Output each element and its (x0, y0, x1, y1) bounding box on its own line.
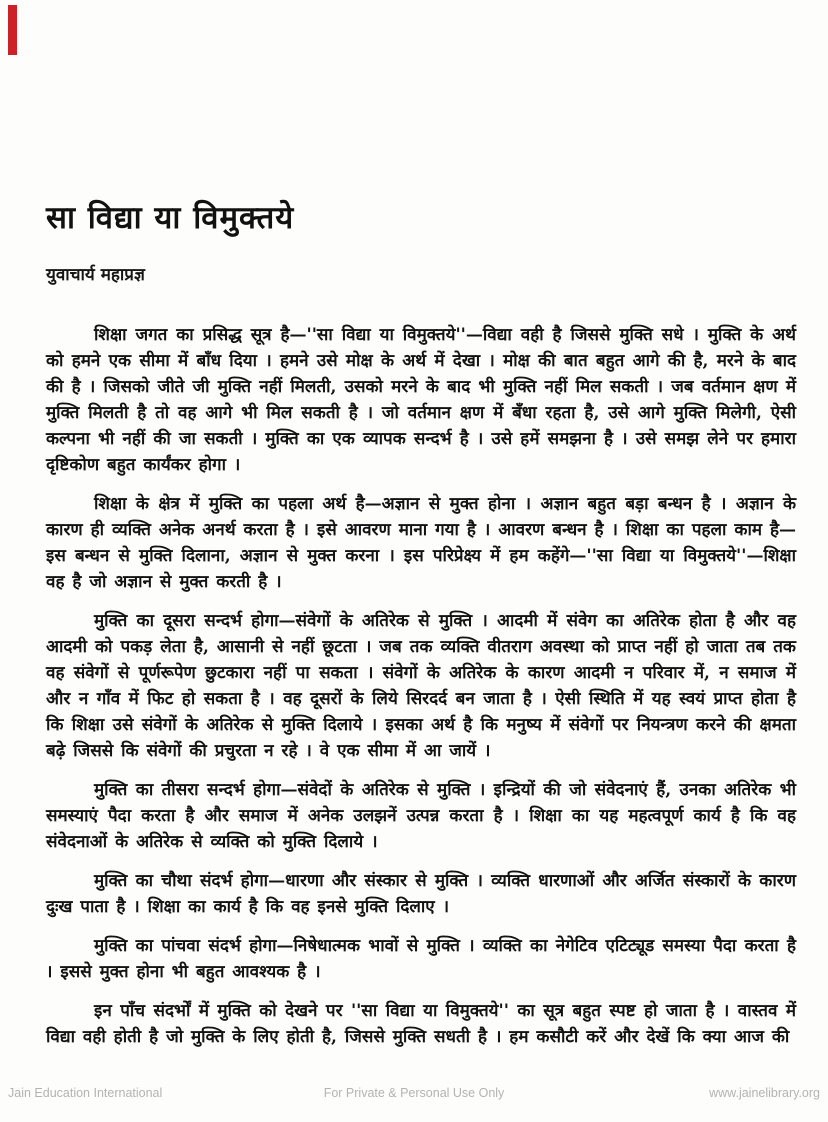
page-footer (0, 1086, 828, 1106)
article-body (46, 322, 796, 1063)
paragraph-5: मुक्ति का चौथा संदर्भ होगा—धारणा और संस्कार से मुक्ति । व्यक्ति धारणाओं और अर्जित संस्कारों के कारण दुःख पाता है । शिक्षा का कार्य है कि वह इनसे मुक्ति दिलाए । (46, 871, 796, 917)
paragraph-2: शिक्षा के क्षेत्र में मुक्ति का पहला अर्थ है—अज्ञान से मुक्त होना । अज्ञान बहुत बड़ा बन्धन है । अज्ञान के कारण ही व्यक्ति अनेक अनर्थ करता है । इसे आवरण माना गया है । आवरण बन्धन है । शिक्षा का पहला काम है—इस बन्धन से मुक्ति दिलाना, अज्ञान से मुक्त करना । इस परिप्रेक्ष्य में हम कहेंगे—''सा विद्या या विमुक्तये''—शिक्षा वह है जो अज्ञान से मुक्त करती है । (46, 494, 796, 592)
footer-publisher-credit: Jain Education International (8, 1086, 163, 1100)
paragraph-1: शिक्षा जगत का प्रसिद्ध सूत्र है—''सा विद्या या विमुक्तये''—विद्या वही है जिससे मुक्ति सधे । मुक्ति के अर्थ को हमने एक सीमा में बाँध दिया । हमने उसे मोक्ष के अर्थ में देखा । मोक्ष की बात बहुत आगे की है, मरने के बाद की है । जिसको जीते जी मुक्ति नहीं मिलती, उसको मरने के बाद भी मुक्ति नहीं मिल सकती । जब वर्तमान क्षण में मुक्ति मिलती है तो वह आगे भी मिल सकती है । जो वर्तमान क्षण में बँधा रहता है, उसे आगे मुक्ति मिलेगी, ऐसी कल्पना भी नहीं की जा सकती । मुक्ति का एक व्यापक सन्दर्भ है । उसे हमें समझना है । उसे समझ लेने पर हमारा दृष्टिकोण बहुत कार्यंकर होगा । (46, 325, 796, 475)
footer-usage-notice: For Private & Personal Use Only (323, 1086, 505, 1100)
paragraph-3: मुक्ति का दूसरा सन्दर्भ होगा—संवेगों के अतिरेक से मुक्ति । आदमी में संवेग का अतिरेक होता है और वह आदमी को पकड़ लेता है, आसानी से नहीं छूटता । जब तक व्यक्ति वीतराग अवस्था को प्राप्त नहीं हो जाता तब तक वह संवेगों से पूर्णरूपेण छुटकारा नहीं पा सकता । संवेगों के अतिरेक के कारण आदमी न परिवार में, न समाज में और न गाँव में फिट हो सकता है । वह दूसरों के लिये सिरदर्द बन जाता है । ऐसी स्थिति में यह स्वयं प्राप्त होता है कि शिक्षा उसे संवेगों के अतिरेक से मुक्ति दिलाये । इसका अर्थ है कि मनुष्य में संवेगों पर नियन्त्रण करने की क्षमता बढ़े जिससे कि संवेगों की प्रचुरता न रहे । वे एक सीमा में आ जायें । (46, 611, 796, 761)
paragraph-7: इन पाँच संदर्भों में मुक्ति को देखने पर ''सा विद्या या विमुक्तये'' का सूत्र बहुत स्पष्ट हो जाता है । वास्तव में विद्या वही होती है जो मुक्ति के लिए होती है, जिससे मुक्ति सधती है । हम कसौटी करें और देखें कि क्या आज की (46, 1001, 796, 1047)
red-bookmark-strip (8, 5, 17, 55)
paragraph-6: मुक्ति का पांचवा संदर्भ होगा—निषेधात्मक भावों से मुक्ति । व्यक्ति का नेगेटिव एटिट्यूड समस्या पैदा करता है । इससे मुक्त होना भी बहुत आवश्यक है । (46, 936, 796, 982)
author-name: युवाचार्य महाप्रज्ञ (46, 265, 145, 285)
page-title: सा विद्या या विमुक्तये (46, 200, 295, 236)
paragraph-4: मुक्ति का तीसरा सन्दर्भ होगा—संवेदों के अतिरेक से मुक्ति । इन्द्रियों की जो संवेदनाएं हैं, उनका अतिरेक भी समस्याएं पैदा करता है और समाज में अनेक उलझनें उत्पन्न करता है । शिक्षा का यह महत्वपूर्ण कार्य है कि वह संवेदनाओं के अतिरेक से व्यक्ति को मुक्ति दिलाये । (46, 780, 796, 852)
footer-website-url: www.jainelibrary.org (709, 1086, 820, 1100)
